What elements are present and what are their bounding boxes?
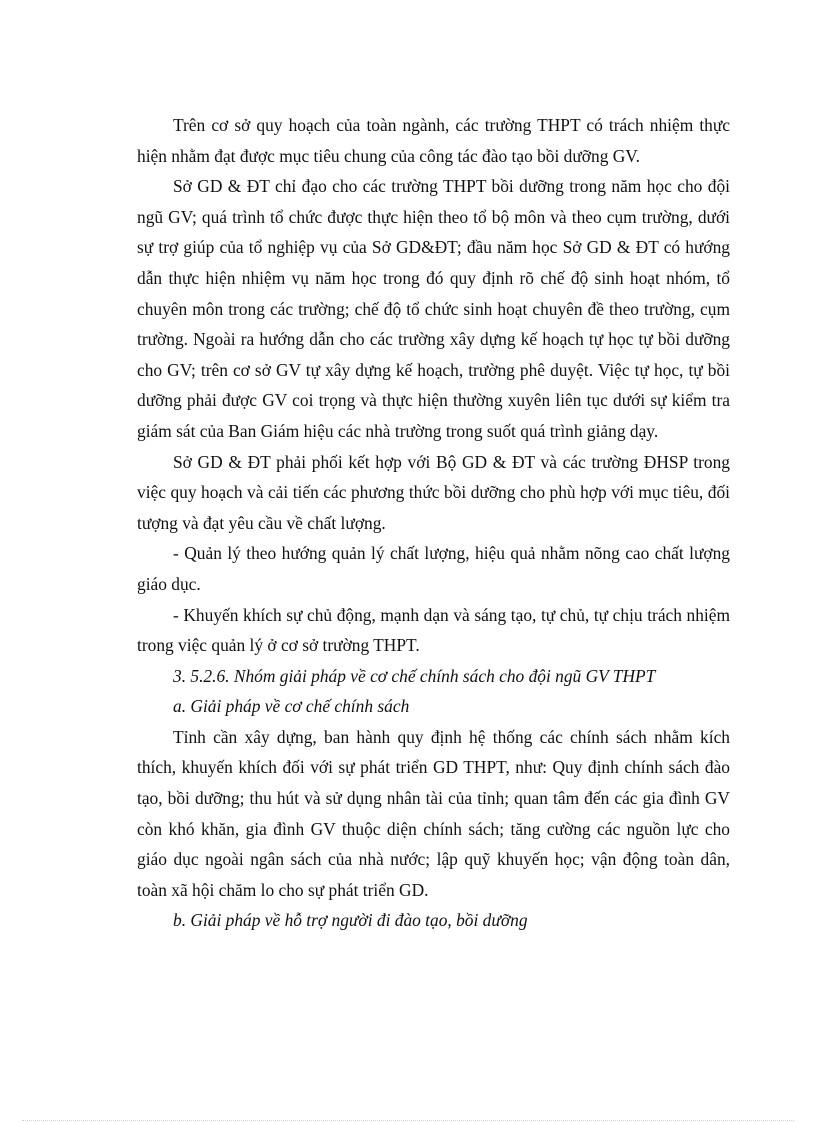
bullet-quality-management: - Quản lý theo hướng quản lý chất lượng, hiệu quả nhằm nõng cao chất lượng giáo dục.	[137, 543, 730, 594]
subheading-policy-mechanism: a. Giải pháp về cơ chế chính sách	[173, 696, 410, 717]
section-heading-3-5-2-6: 3. 5.2.6. Nhóm giải pháp về cơ chế chính sách cho đội ngũ GV THPT	[173, 665, 656, 686]
subheading-training-support: b. Giải pháp về hỗ trợ người đi đào tạo, bồi dưỡng	[173, 910, 528, 931]
document-body	[137, 110, 730, 936]
paragraph-planning-responsibility: Trên cơ sở quy hoạch của toàn ngành, các trường THPT có trách nhiệm thực hiện nhằm đạt được mục tiêu chung của công tác đào tạo bồi dưỡng GV.	[137, 115, 730, 166]
paragraph-department-direction: Sở GD & ĐT chỉ đạo cho các trường THPT bồi dưỡng trong năm học cho đội ngũ GV; quá trình tổ chức được thực hiện theo tổ bộ môn và theo cụm trường, dưới sự trợ giúp của tổ nghiệp vụ của Sở GD&ĐT; đầu năm học Sở GD & ĐT có hướng dẫn thực hiện nhiệm vụ năm học trong đó quy định rõ chế độ sinh hoạt nhóm, tổ chuyên môn trong các trường; chế độ tổ chức sinh hoạt chuyên đề theo trường, cụm trường. Ngoài ra hướng dẫn cho các trường xây dựng kế hoạch tự học tự bồi dưỡng cho GV; trên cơ sở GV tự xây dựng kế hoạch, trường phê duyệt. Việc tự học, tự bồi dưỡng phải được GV coi trọng và thực hiện thường xuyên liên tục dưới sự kiểm tra giám sát của Ban Giám hiệu các nhà trường trong suốt quá trình giảng dạy.	[137, 176, 730, 441]
page-bottom-border	[22, 1120, 794, 1121]
paragraph-policy-mechanism: Tỉnh cần xây dựng, ban hành quy định hệ thống các chính sách nhằm kích thích, khuyến khích đối với sự phát triển GD THPT, như: Quy định chính sách đào tạo, bồi dưỡng; thu hút và sử dụng nhân tài của tỉnh; quan tâm đến các gia đình GV còn khó khăn, gia đình GV thuộc diện chính sách; tăng cường các nguồn lực cho giáo dục ngoài ngân sách của nhà nước; lập quỹ khuyến học; vận động toàn dân, toàn xã hội chăm lo cho sự phát triển GD.	[137, 726, 730, 900]
paragraph-coordination: Sở GD & ĐT phải phối kết hợp với Bộ GD & ĐT và các trường ĐHSP trong việc quy hoạch và cải tiến các phương thức bồi dưỡng cho phù hợp với mục tiêu, đối tượng và đạt yêu cầu về chất lượng.	[137, 451, 730, 533]
bullet-autonomy: - Khuyến khích sự chủ động, mạnh dạn và sáng tạo, tự chủ, tự chịu trách nhiệm trong việc quản lý ở cơ sở trường THPT.	[137, 604, 730, 656]
